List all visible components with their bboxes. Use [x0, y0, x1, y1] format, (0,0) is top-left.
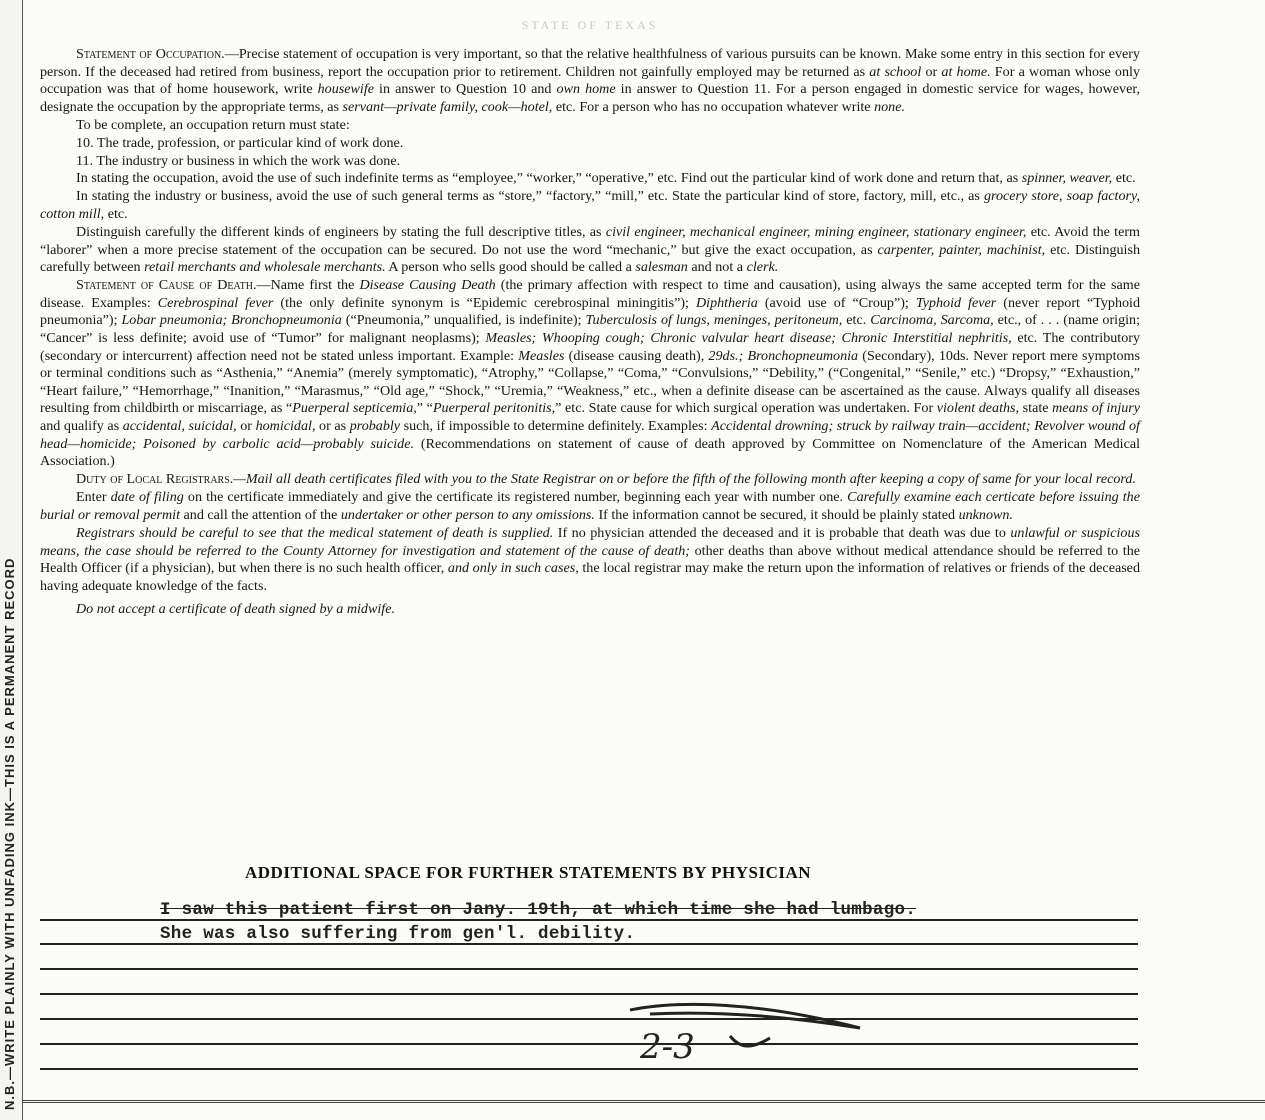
- form-rule: [40, 1018, 1138, 1020]
- text-run: and call the attention of the: [180, 506, 341, 523]
- text-run: civil engineer, mechanical engineer, mining engineer, stationary engineer,: [605, 223, 1027, 240]
- text-run: (disease causing death),: [564, 347, 709, 364]
- text-run: unknown.: [958, 506, 1013, 523]
- additional-space-title: ADDITIONAL SPACE FOR FURTHER STATEMENTS BY PHYSICIAN: [245, 863, 812, 882]
- text-run: If no physician attended the deceased and it is probable that death was due to: [553, 525, 1011, 542]
- text-run: such, if impossible to determine definitely. Examples:: [400, 417, 712, 434]
- text-run: Measles; Whooping cough; Chronic valvular heart disease; Chronic Interstitial nephritis,: [485, 330, 1012, 346]
- text-run: etc.: [1112, 170, 1136, 187]
- text-run: on the certificate immediately and give the certificate its registered number, beginning each year with number one.: [183, 489, 848, 506]
- text-run: If the information cannot be secured, it should be plainly stated: [594, 506, 959, 523]
- form-rule: [40, 1068, 1138, 1070]
- text-run: undertaker or other person to any omissions.: [340, 506, 595, 523]
- text-run: —Name first the: [256, 277, 360, 294]
- text-run: at school: [869, 63, 922, 80]
- form-rule: [40, 919, 1138, 921]
- text-run: Disease Causing Death: [359, 277, 496, 294]
- text-run: clerk.: [746, 259, 779, 276]
- text-run: etc. Avoid the term “laborer” when a more precise statement of the occupation can be secured. Do not use the word “mechanic,” but give the exact occupation, as: [40, 223, 1140, 258]
- text-run: own home: [556, 81, 616, 98]
- instructions-block: [40, 46, 1140, 620]
- cause-heading: Statement of Cause of Death.: [76, 277, 257, 294]
- form-rule: [40, 993, 1138, 995]
- text-run: and qualify as: [40, 417, 123, 434]
- midwife-note: Do not accept a certificate of death signed by a midwife.: [76, 601, 395, 618]
- text-run: unlawful or suspicious means, the case should be referred to the County Attorney for investigation and statement of the cause of death;: [40, 525, 1140, 559]
- text-run: accidental, suicidal,: [122, 417, 237, 434]
- item-10: 10. The trade, profession, or particular kind of work done.: [76, 134, 404, 151]
- text-run: probably: [349, 417, 401, 434]
- text-run: ” etc. State cause for which surgical operation was undertaken. For: [555, 400, 937, 417]
- text-run: other deaths than above without medical attendance should be referred to the Health Officer (if a physician), but when there is no such health officer,: [40, 542, 1141, 577]
- text-run: (Recommendations on statement of cause of death approved by Committee on Nomenclature of the American Medical Association.): [40, 435, 1141, 470]
- text-run: and only in such cases,: [447, 560, 579, 577]
- text-run: ” “: [416, 400, 433, 417]
- faint-header: STATE OF TEXAS: [521, 18, 659, 32]
- text-run: (avoid use of “Croup”);: [757, 294, 916, 311]
- handwritten-date-mark: [620, 998, 920, 1068]
- complete-return-paragraph: To be complete, an occupation return must state:: [76, 116, 350, 133]
- engineers-paragraph: [40, 224, 1140, 277]
- cause-of-death-paragraph: [40, 277, 1140, 471]
- text-run: means of injury: [1052, 400, 1141, 417]
- text-run: in answer to Question 10 and: [374, 81, 557, 98]
- text-run: or: [921, 63, 942, 80]
- text-run: etc., of . . . (name origin; “Cancer” is less definite; avoid use of “Tumor” for malignant neoplasms);: [40, 312, 1141, 346]
- text-run: carpenter, painter, machinist,: [877, 241, 1046, 258]
- text-run: Accidental drowning; struck by railway train—accident; Revolver wound of head—homicide; Poisoned by carbolic acid—probably suicide.: [40, 417, 1140, 452]
- text-run: at home.: [941, 63, 991, 80]
- text-run: (the primary affection with respect to time and causation), using always the same accepted term for the same disease. Examples:: [40, 277, 1140, 311]
- text-run: (the only definite synonym is “Epidemic cerebrospinal miningitis”);: [273, 294, 696, 311]
- text-run: etc. The contributory (secondary or intercurrent) affection need not be stated unless important. Example:: [40, 330, 1140, 364]
- text-run: (Secondary), 10ds. Never report mere symptoms or terminal conditions such as “Asthenia,” “Anemia” (merely symptomatic), “Atrophy,” “Collapse,” “Coma,” “Convulsions,” “Debility,” (“Congenital,” “Senile,” etc.) “Dropsy,” “Exhaustion,” “Heart failure,” “Hemorrhage,” “Inanition,” “Marasmus,” “Old age,” “Shock,” “Uremia,” “Weakness,” etc., when a definite disease can be ascertained as the cause. Always qualify all diseases resulting from childbirth or miscarriage, as “: [40, 347, 1140, 417]
- form-rule: [40, 1043, 1138, 1045]
- duty-paragraph: [40, 471, 1140, 489]
- text-run: spinner, weaver,: [1021, 170, 1113, 187]
- registrars-paragraph: [40, 525, 1140, 595]
- text-run: Typhoid fever: [915, 294, 997, 311]
- margin-strip: [0, 0, 23, 1120]
- text-run: Diphtheria: [695, 294, 758, 311]
- text-run: Lobar pneumonia; Bronchopneumonia: [121, 312, 342, 329]
- text-run: violent deaths,: [936, 400, 1020, 417]
- text-run: A person who sells good should be called a: [385, 259, 636, 276]
- text-run: For a woman whose only occupation was that of home housework, write: [40, 63, 1140, 98]
- text-run: —Mail all death certificates filed with you to the State Registrar on or before the fifth of the following month after keeping a copy of same for your local record.: [233, 471, 1136, 488]
- occupation-paragraph: [40, 46, 1140, 116]
- text-run: or as: [315, 417, 350, 434]
- indefinite-terms-paragraph: [40, 170, 1140, 188]
- text-run: retail merchants and wholesale merchants.: [144, 259, 386, 276]
- date-filing-paragraph: [40, 489, 1140, 524]
- text-run: grocery store, soap factory, cotton mill,: [40, 188, 1140, 222]
- text-run: etc.: [842, 312, 871, 329]
- duty-heading: Duty of Local Registrars.: [76, 471, 234, 488]
- text-run: Puerperal peritonitis,: [432, 400, 556, 417]
- item-11: 11. The industry or business in which the work was done.: [76, 152, 401, 169]
- text-run: housewife: [317, 81, 374, 98]
- form-rule: [40, 943, 1138, 945]
- text-run: Measles: [518, 347, 565, 364]
- bottom-border: [22, 1100, 1265, 1103]
- text-run: or: [236, 417, 256, 434]
- text-run: the local registrar may make the return upon the information of relatives or friends of the deceased having adequate knowledge of the facts.: [40, 560, 1140, 594]
- margin-warning-text: N.B.—WRITE PLAINLY WITH UNFADING INK—THIS IS A PERMANENT RECORD: [2, 557, 17, 1110]
- physician-statement-line-1: I saw this patient first on Jany. 19th, at which time she had lumbago.: [160, 900, 917, 920]
- date-mark-text: 2-3: [640, 1027, 695, 1067]
- text-run: servant—private family, cook—hotel,: [342, 98, 553, 115]
- text-run: date of filing: [110, 489, 184, 506]
- industry-paragraph: [40, 188, 1140, 223]
- physician-statement-line-2: She was also suffering from gen'l. debility.: [160, 924, 636, 944]
- text-run: etc. Distinguish carefully between: [40, 241, 1140, 276]
- text-run: Carefully examine each certicate before issuing the burial or removal permit: [40, 489, 1140, 523]
- text-run: in answer to Question 11. For a person engaged in domestic service for wages, however, designate the occupation by the appropriate terms, as: [40, 81, 1140, 115]
- text-run: salesman: [635, 259, 688, 276]
- text-run: none.: [874, 98, 905, 115]
- form-rule: [40, 968, 1138, 970]
- text-run: Distinguish carefully the different kinds of engineers by stating the full descriptive titles, as: [76, 223, 606, 240]
- text-run: In stating the occupation, avoid the use of such indefinite terms as “employee,” “worker,” “operative,” etc. Find out the particular kind of work done and return that, as: [76, 170, 1022, 187]
- text-run: 29ds.; Bronchopneumonia: [708, 347, 859, 364]
- text-run: etc. For a person who has no occupation whatever write: [552, 98, 875, 115]
- text-run: Enter: [76, 489, 111, 506]
- text-run: In stating the industry or business, avoid the use of such general terms as “store,” “factory,” “mill,” etc. State the particular kind of store, factory, mill, etc., as: [76, 188, 984, 205]
- text-run: Cerebrospinal fever: [157, 294, 274, 311]
- text-run: (never report “Typhoid pneumonia”);: [40, 294, 1141, 329]
- text-run: Puerperal septicemia,: [292, 400, 417, 417]
- occupation-heading: Statement of Occupation.: [76, 46, 225, 62]
- text-run: —Precise statement of occupation is very important, so that the relative healthfulness of various pursuits can be known. Make some entry in this section for every person. If the deceased had retired from business, report the occupation prior to retirement. Children not gainfully employed may be returned as: [40, 46, 1140, 80]
- text-run: Carcinoma, Sarcoma,: [870, 312, 994, 329]
- text-run: and not a: [687, 259, 747, 276]
- text-run: etc.: [104, 205, 128, 222]
- text-run: state: [1019, 400, 1053, 417]
- text-run: homicidal,: [255, 417, 316, 434]
- text-run: Registrars should be careful to see that the medical statement of death is supplied.: [76, 525, 554, 542]
- text-run: Tuberculosis of lungs, meninges, peritoneum,: [585, 312, 843, 329]
- text-run: (“Pneumonia,” unqualified, is indefinite);: [341, 312, 586, 329]
